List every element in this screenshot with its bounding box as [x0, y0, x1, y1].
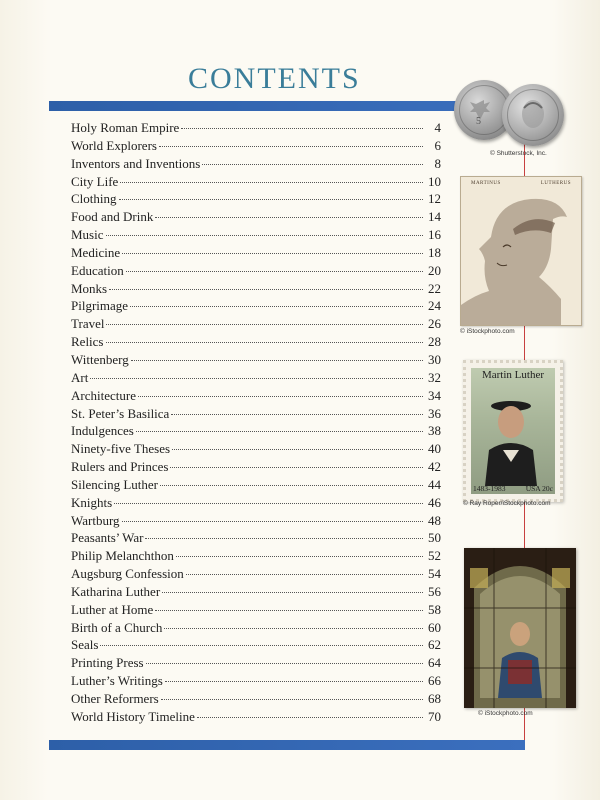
- toc-entry: [71, 530, 441, 548]
- toc-entry-page: 68: [428, 691, 441, 706]
- toc-entry-page: 58: [428, 601, 441, 617]
- toc-entry: [71, 281, 441, 299]
- toc-leader-dots: [136, 431, 423, 432]
- toc-entry-page: 42: [428, 459, 441, 475]
- toc-entry-title: Food and Drink: [71, 209, 154, 225]
- portrait-caption-left: MARTINUS: [471, 181, 501, 186]
- toc-entry: [71, 298, 441, 316]
- toc-entry-title: Music: [71, 227, 104, 243]
- toc-entry-page: 54: [428, 566, 441, 582]
- toc-entry: [71, 673, 441, 691]
- toc-leader-dots: [172, 449, 423, 450]
- toc-entry-title: Luther’s Writings: [71, 673, 163, 689]
- toc-entry: [71, 227, 441, 245]
- toc-entry-title: Inventors and Inventions: [71, 155, 201, 171]
- toc-leader-dots: [170, 467, 423, 468]
- toc-entry: [71, 174, 441, 192]
- toc-entry: [71, 156, 441, 174]
- toc-entry-title: Art: [71, 369, 89, 385]
- toc-entry-page: 60: [428, 619, 441, 635]
- bottom-blue-bar: [49, 740, 525, 750]
- toc-entry: [71, 459, 441, 477]
- svg-text:5: 5: [476, 116, 481, 127]
- toc-leader-dots: [106, 342, 424, 343]
- toc-entry: [71, 316, 441, 334]
- toc-entry-page: 28: [428, 334, 441, 350]
- table-of-contents: [71, 120, 441, 727]
- toc-entry-title: World Explorers: [71, 137, 157, 153]
- toc-entry-title: Katharina Luther: [71, 583, 161, 599]
- toc-entry-page: 34: [428, 387, 441, 403]
- toc-entry: [71, 370, 441, 388]
- toc-entry-page: 16: [428, 227, 441, 243]
- toc-entry: [71, 637, 441, 655]
- toc-entry-title: Philip Melanchthon: [71, 548, 174, 564]
- toc-entry: [71, 495, 441, 513]
- toc-entry-title: Relics: [71, 334, 104, 350]
- toc-entry: [71, 263, 441, 281]
- toc-entry: [71, 441, 441, 459]
- toc-entry-page: 36: [428, 405, 441, 421]
- toc-leader-dots: [162, 592, 423, 593]
- toc-entry: [71, 209, 441, 227]
- toc-entry-title: Holy Roman Empire: [71, 120, 180, 135]
- stamp-years: 1483-1983: [473, 484, 506, 493]
- toc-entry-title: Luther at Home: [71, 601, 154, 617]
- toc-leader-dots: [176, 556, 423, 557]
- toc-entry: [71, 388, 441, 406]
- toc-entry-title: Wartburg: [71, 512, 120, 528]
- page-title: CONTENTS: [188, 62, 361, 95]
- toc-entry-page: 6: [434, 137, 441, 153]
- toc-entry-title: City Life: [71, 173, 119, 189]
- toc-entry-title: Travel: [71, 316, 105, 332]
- toc-leader-dots: [120, 182, 423, 183]
- toc-entry-title: Education: [71, 262, 124, 278]
- toc-leader-dots: [161, 699, 423, 700]
- toc-leader-dots: [146, 663, 423, 664]
- toc-entry-page: 26: [428, 316, 441, 332]
- toc-leader-dots: [109, 289, 423, 290]
- stamp-title: Martin Luther: [481, 369, 544, 381]
- toc-leader-dots: [131, 360, 423, 361]
- toc-entry-page: 22: [428, 280, 441, 296]
- toc-entry-page: 40: [428, 441, 441, 457]
- toc-leader-dots: [181, 128, 423, 129]
- stamp-credit: © Ray Roper/iStockphoto.com: [463, 500, 551, 507]
- luther-stamp-image: [463, 360, 563, 502]
- luther-engraving-image: [460, 176, 582, 326]
- toc-leader-dots: [119, 199, 423, 200]
- toc-entry: [71, 334, 441, 352]
- toc-entry: [71, 566, 441, 584]
- toc-leader-dots: [197, 717, 423, 718]
- toc-entry-page: 62: [428, 637, 441, 653]
- toc-entry-title: Ninety-five Theses: [71, 441, 171, 457]
- toc-entry: [71, 352, 441, 370]
- toc-entry-page: 38: [428, 423, 441, 439]
- toc-entry: [71, 477, 441, 495]
- toc-entry-title: Augsburg Confession: [71, 566, 184, 582]
- toc-entry-page: 46: [428, 494, 441, 510]
- toc-entry-page: 4: [434, 120, 441, 135]
- toc-entry-title: Rulers and Princes: [71, 459, 169, 475]
- toc-leader-dots: [126, 271, 423, 272]
- toc-entry-page: 20: [428, 262, 441, 278]
- toc-entry-page: 30: [428, 351, 441, 367]
- toc-entry-title: Printing Press: [71, 655, 144, 671]
- toc-leader-dots: [145, 538, 423, 539]
- toc-leader-dots: [106, 324, 423, 325]
- toc-entry-title: Knights: [71, 494, 113, 510]
- toc-entry-title: World History Timeline: [71, 708, 195, 724]
- toc-entry-title: Wittenberg: [71, 351, 129, 367]
- portrait-caption-right: LUTHERUS: [540, 181, 571, 186]
- toc-entry-page: 14: [428, 209, 441, 225]
- toc-entry: [71, 602, 441, 620]
- toc-leader-dots: [202, 164, 423, 165]
- toc-entry-title: Peasants’ War: [71, 530, 144, 546]
- toc-entry-page: 48: [428, 512, 441, 528]
- toc-entry-page: 44: [428, 476, 441, 492]
- toc-entry: [71, 513, 441, 531]
- toc-entry-page: 50: [428, 530, 441, 546]
- toc-leader-dots: [155, 217, 423, 218]
- toc-entry: [71, 709, 441, 727]
- toc-entry-page: 66: [428, 673, 441, 689]
- toc-entry-title: Other Reformers: [71, 691, 159, 706]
- toc-entry-page: 10: [428, 173, 441, 189]
- toc-entry-title: Silencing Luther: [71, 476, 159, 492]
- toc-leader-dots: [138, 396, 423, 397]
- toc-entry-title: Clothing: [71, 191, 117, 207]
- portrait-credit: © iStockphoto.com: [460, 328, 515, 335]
- toc-entry: [71, 620, 441, 638]
- toc-entry-page: 56: [428, 583, 441, 599]
- toc-entry-title: Medicine: [71, 244, 121, 260]
- toc-entry-page: 24: [428, 298, 441, 314]
- coin-portrait-image: [502, 84, 564, 146]
- toc-entry: [71, 191, 441, 209]
- toc-entry: [71, 548, 441, 566]
- toc-entry: [71, 655, 441, 673]
- toc-leader-dots: [100, 645, 423, 646]
- toc-entry-title: Architecture: [71, 387, 136, 403]
- toc-entry-page: 52: [428, 548, 441, 564]
- toc-entry-page: 32: [428, 369, 441, 385]
- stained-glass-image: [464, 548, 576, 708]
- toc-entry: [71, 423, 441, 441]
- toc-entry: [71, 406, 441, 424]
- toc-leader-dots: [186, 574, 423, 575]
- glass-credit: © iStockphoto.com: [478, 710, 533, 717]
- toc-entry-title: Birth of a Church: [71, 619, 163, 635]
- toc-entry-title: Pilgrimage: [71, 298, 129, 314]
- toc-leader-dots: [106, 235, 424, 236]
- toc-entry-title: Seals: [71, 637, 99, 653]
- toc-entry: [71, 584, 441, 602]
- toc-entry-page: 70: [428, 708, 441, 724]
- coins-credit: © Shutterstock, Inc.: [490, 150, 547, 157]
- toc-leader-dots: [90, 378, 423, 379]
- toc-entry-page: 64: [428, 655, 441, 671]
- toc-leader-dots: [160, 485, 423, 486]
- toc-leader-dots: [122, 521, 423, 522]
- toc-entry: [71, 245, 441, 263]
- toc-entry-page: 18: [428, 244, 441, 260]
- toc-leader-dots: [155, 610, 423, 611]
- toc-entry-title: St. Peter’s Basilica: [71, 405, 170, 421]
- toc-leader-dots: [164, 628, 423, 629]
- toc-entry-title: Monks: [71, 280, 108, 296]
- toc-leader-dots: [171, 414, 423, 415]
- toc-entry: [71, 138, 441, 156]
- toc-entry: [71, 691, 441, 709]
- toc-entry-title: Indulgences: [71, 423, 134, 439]
- toc-leader-dots: [159, 146, 423, 147]
- toc-leader-dots: [165, 681, 423, 682]
- toc-leader-dots: [130, 306, 423, 307]
- toc-leader-dots: [114, 503, 423, 504]
- stamp-value: USA 20c: [525, 484, 553, 493]
- toc-entry-page: 8: [434, 155, 441, 171]
- toc-entry-page: 12: [428, 191, 441, 207]
- toc-leader-dots: [122, 253, 423, 254]
- toc-entry: [71, 120, 441, 138]
